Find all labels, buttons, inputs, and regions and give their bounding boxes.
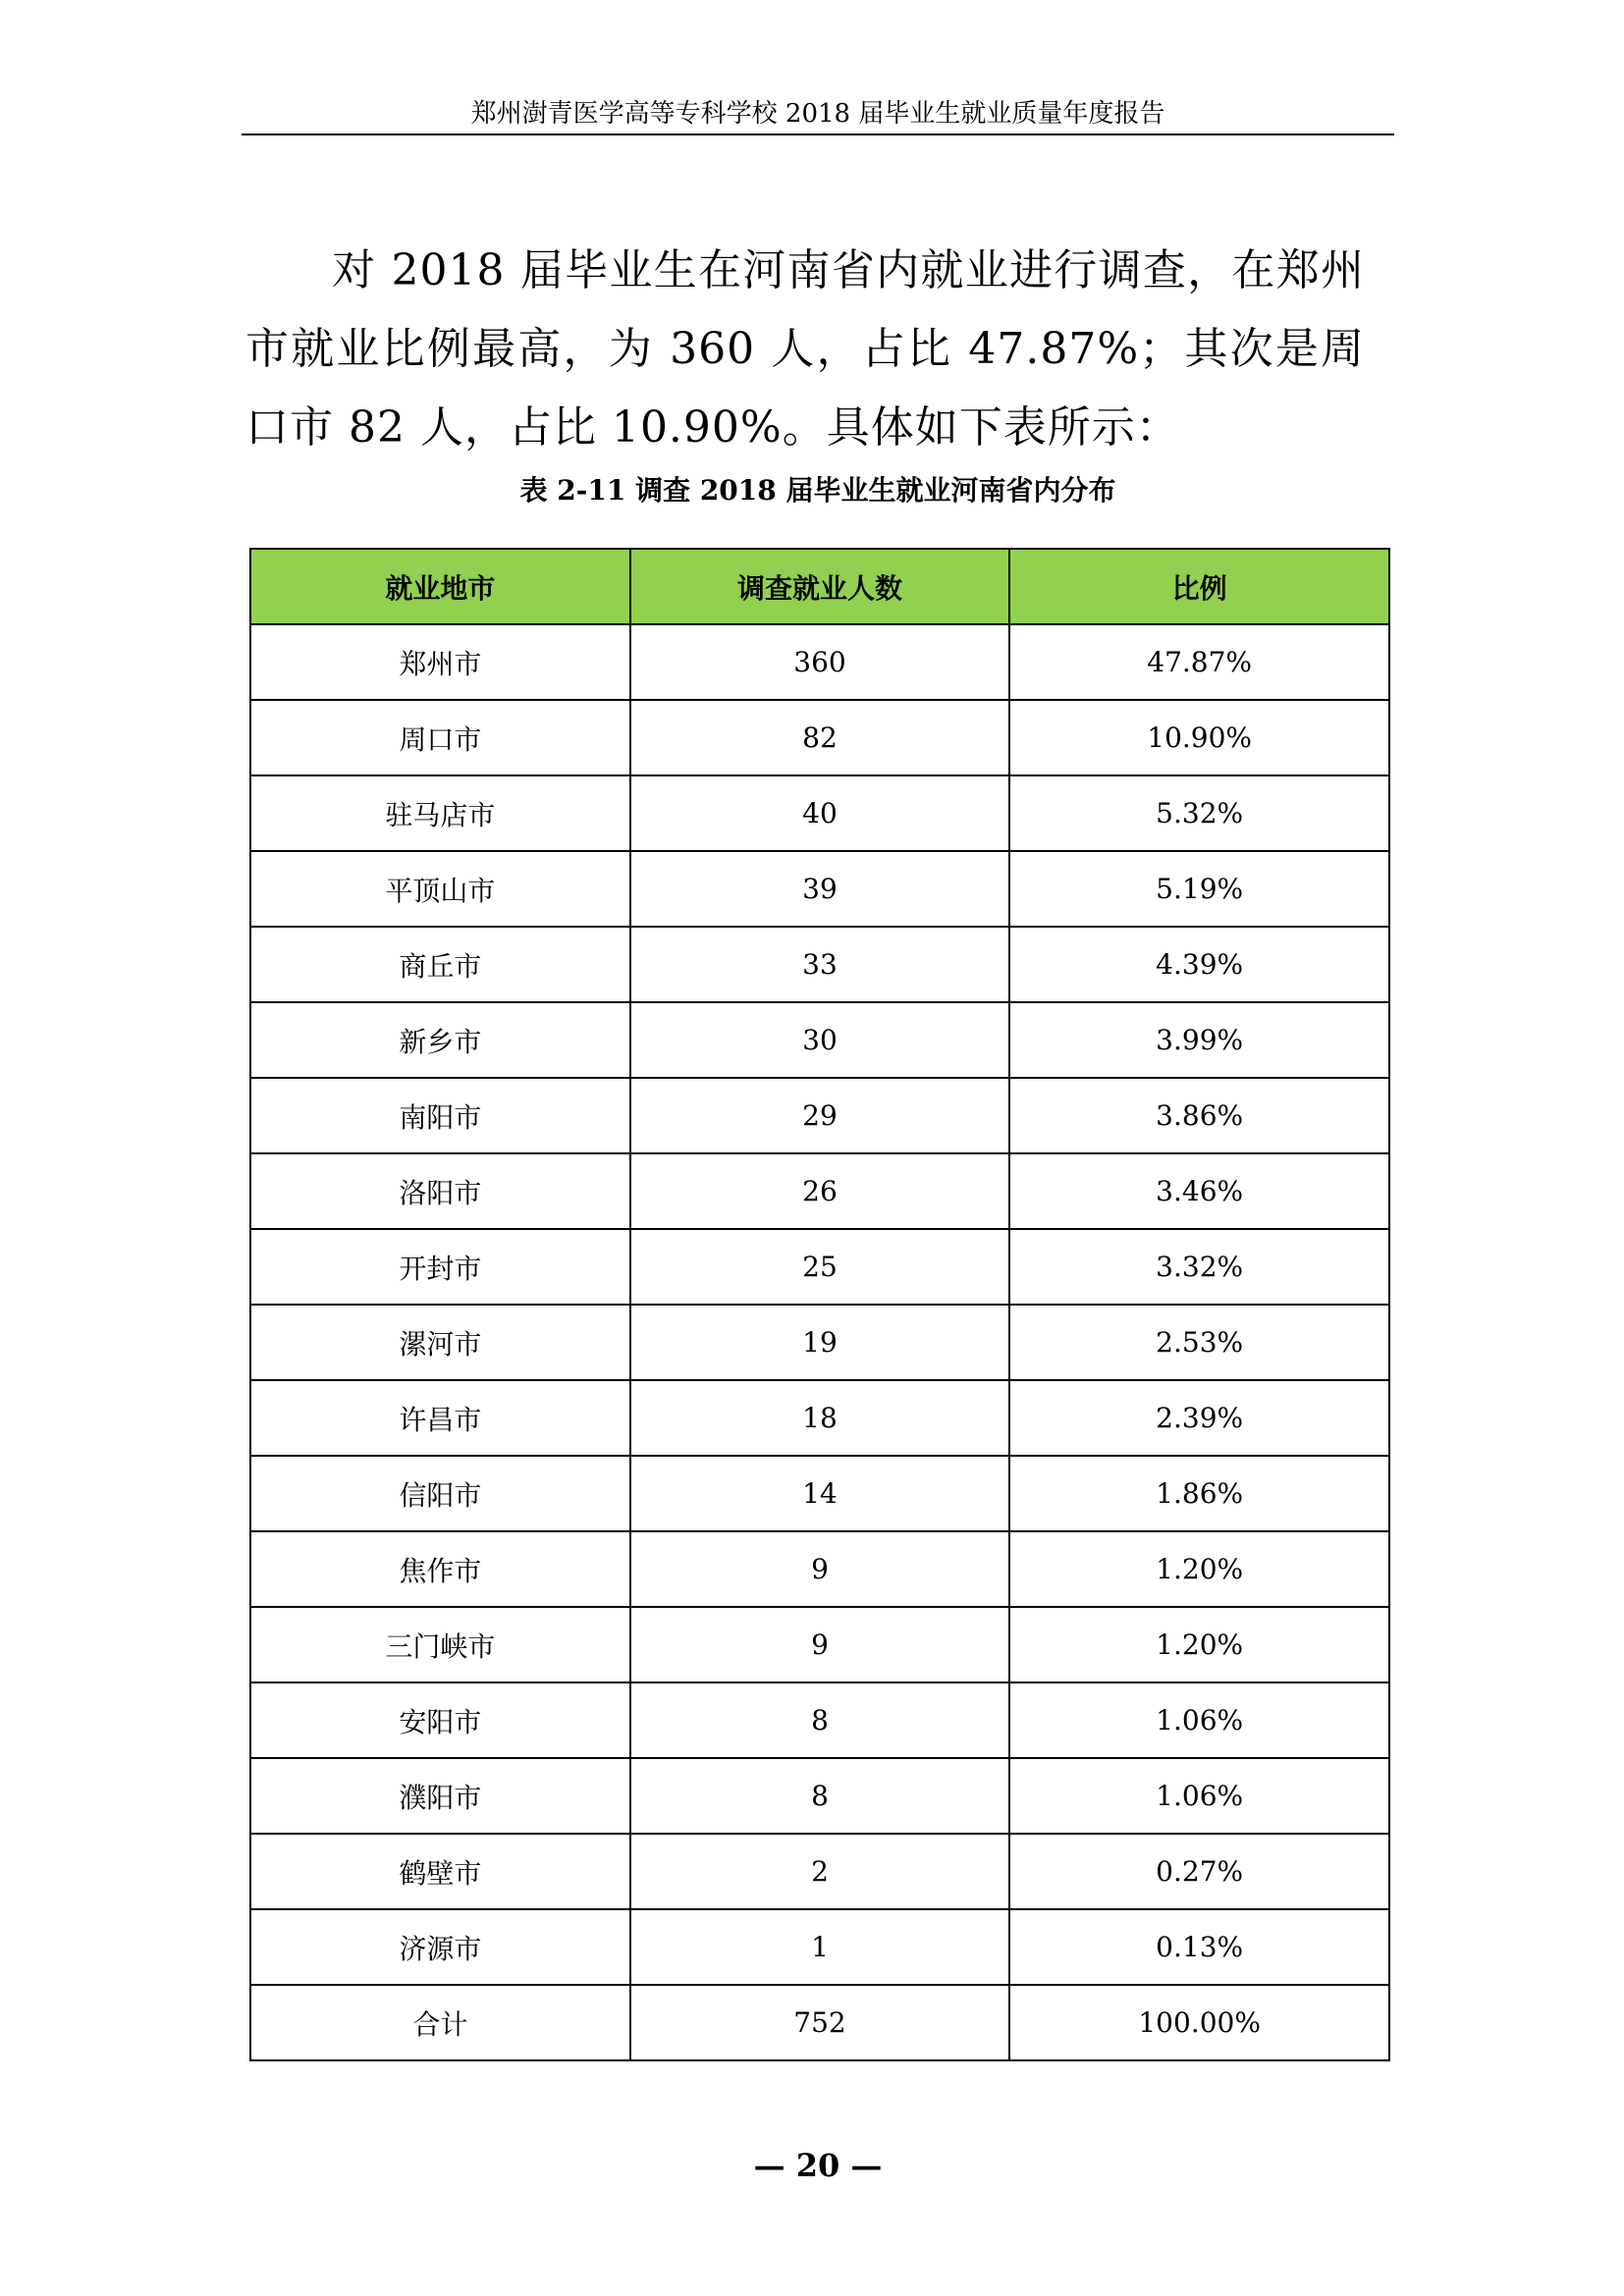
cell-count: 360 — [630, 624, 1010, 700]
table-row — [250, 700, 1389, 775]
cell-city: 济源市 — [250, 1909, 630, 1985]
cell-count: 9 — [630, 1607, 1010, 1682]
table-row — [250, 1380, 1389, 1456]
table-row — [250, 1229, 1389, 1305]
cell-ratio: 1.06% — [1009, 1758, 1389, 1834]
cell-city: 洛阳市 — [250, 1153, 630, 1229]
table-row — [250, 1456, 1389, 1531]
table-row — [250, 1682, 1389, 1758]
cell-city: 平顶山市 — [250, 851, 630, 927]
cell-city: 合计 — [250, 1985, 630, 2060]
cell-city: 三门峡市 — [250, 1607, 630, 1682]
cell-count: 9 — [630, 1531, 1010, 1607]
cell-city: 濮阳市 — [250, 1758, 630, 1834]
cell-city: 驻马店市 — [250, 775, 630, 851]
cell-city: 焦作市 — [250, 1531, 630, 1607]
cell-ratio: 2.39% — [1009, 1380, 1389, 1456]
cell-ratio: 100.00% — [1009, 1985, 1389, 2060]
cell-count: 8 — [630, 1758, 1010, 1834]
cell-count: 752 — [630, 1985, 1010, 2060]
header-ratio: 比例 — [1009, 549, 1389, 624]
cell-city: 周口市 — [250, 700, 630, 775]
cell-ratio: 3.86% — [1009, 1078, 1389, 1153]
cell-count: 30 — [630, 1002, 1010, 1078]
page-header: 郑州澍青医学高等专科学校 2018 届毕业生就业质量年度报告 — [242, 94, 1394, 135]
body-paragraph: 对 2018 届毕业生在河南省内就业进行调查，在郑州市就业比例最高，为 360 人，占比 47.87%；其次是周口市 82 人，占比 10.90%。具体如下表所示： — [245, 245, 1365, 453]
cell-ratio: 5.32% — [1009, 775, 1389, 851]
cell-ratio: 0.13% — [1009, 1909, 1389, 1985]
table-row — [250, 1153, 1389, 1229]
cell-city: 安阳市 — [250, 1682, 630, 1758]
cell-count: 82 — [630, 700, 1010, 775]
table-row — [250, 1002, 1389, 1078]
cell-count: 18 — [630, 1380, 1010, 1456]
cell-city: 新乡市 — [250, 1002, 630, 1078]
cell-city: 南阳市 — [250, 1078, 630, 1153]
cell-ratio: 1.20% — [1009, 1607, 1389, 1682]
page-number: — 20 — — [753, 2147, 883, 2184]
table-row — [250, 1078, 1389, 1153]
cell-city: 郑州市 — [250, 624, 630, 700]
cell-city: 许昌市 — [250, 1380, 630, 1456]
cell-count: 8 — [630, 1682, 1010, 1758]
cell-ratio: 1.20% — [1009, 1531, 1389, 1607]
cell-ratio: 10.90% — [1009, 700, 1389, 775]
table-row — [250, 1758, 1389, 1834]
cell-count: 25 — [630, 1229, 1010, 1305]
header-count: 调查就业人数 — [630, 549, 1010, 624]
table-total-row — [250, 1985, 1389, 2060]
cell-city: 鹤壁市 — [250, 1834, 630, 1909]
cell-count: 40 — [630, 775, 1010, 851]
cell-count: 14 — [630, 1456, 1010, 1531]
cell-count: 2 — [630, 1834, 1010, 1909]
table-row — [250, 1834, 1389, 1909]
table-row — [250, 1531, 1389, 1607]
cell-count: 39 — [630, 851, 1010, 927]
table-row — [250, 775, 1389, 851]
cell-ratio: 0.27% — [1009, 1834, 1389, 1909]
table-row — [250, 1305, 1389, 1380]
table-row — [250, 1607, 1389, 1682]
table-header-row — [250, 549, 1389, 624]
cell-count: 33 — [630, 927, 1010, 1002]
cell-ratio: 3.32% — [1009, 1229, 1389, 1305]
cell-count: 19 — [630, 1305, 1010, 1380]
cell-city: 商丘市 — [250, 927, 630, 1002]
table-row — [250, 927, 1389, 1002]
cell-city: 开封市 — [250, 1229, 630, 1305]
employment-distribution-table — [249, 548, 1390, 2061]
table-row — [250, 1909, 1389, 1985]
cell-ratio: 1.06% — [1009, 1682, 1389, 1758]
cell-ratio: 5.19% — [1009, 851, 1389, 927]
cell-city: 信阳市 — [250, 1456, 630, 1531]
header-city: 就业地市 — [250, 549, 630, 624]
cell-count: 1 — [630, 1909, 1010, 1985]
cell-ratio: 3.46% — [1009, 1153, 1389, 1229]
table-row — [250, 851, 1389, 927]
cell-ratio: 3.99% — [1009, 1002, 1389, 1078]
cell-count: 26 — [630, 1153, 1010, 1229]
cell-city: 漯河市 — [250, 1305, 630, 1380]
cell-ratio: 1.86% — [1009, 1456, 1389, 1531]
table-caption: 表 2-11 调查 2018 届毕业生就业河南省内分布 — [519, 474, 1116, 507]
table-row — [250, 624, 1389, 700]
cell-ratio: 2.53% — [1009, 1305, 1389, 1380]
cell-ratio: 4.39% — [1009, 927, 1389, 1002]
cell-count: 29 — [630, 1078, 1010, 1153]
cell-ratio: 47.87% — [1009, 624, 1389, 700]
